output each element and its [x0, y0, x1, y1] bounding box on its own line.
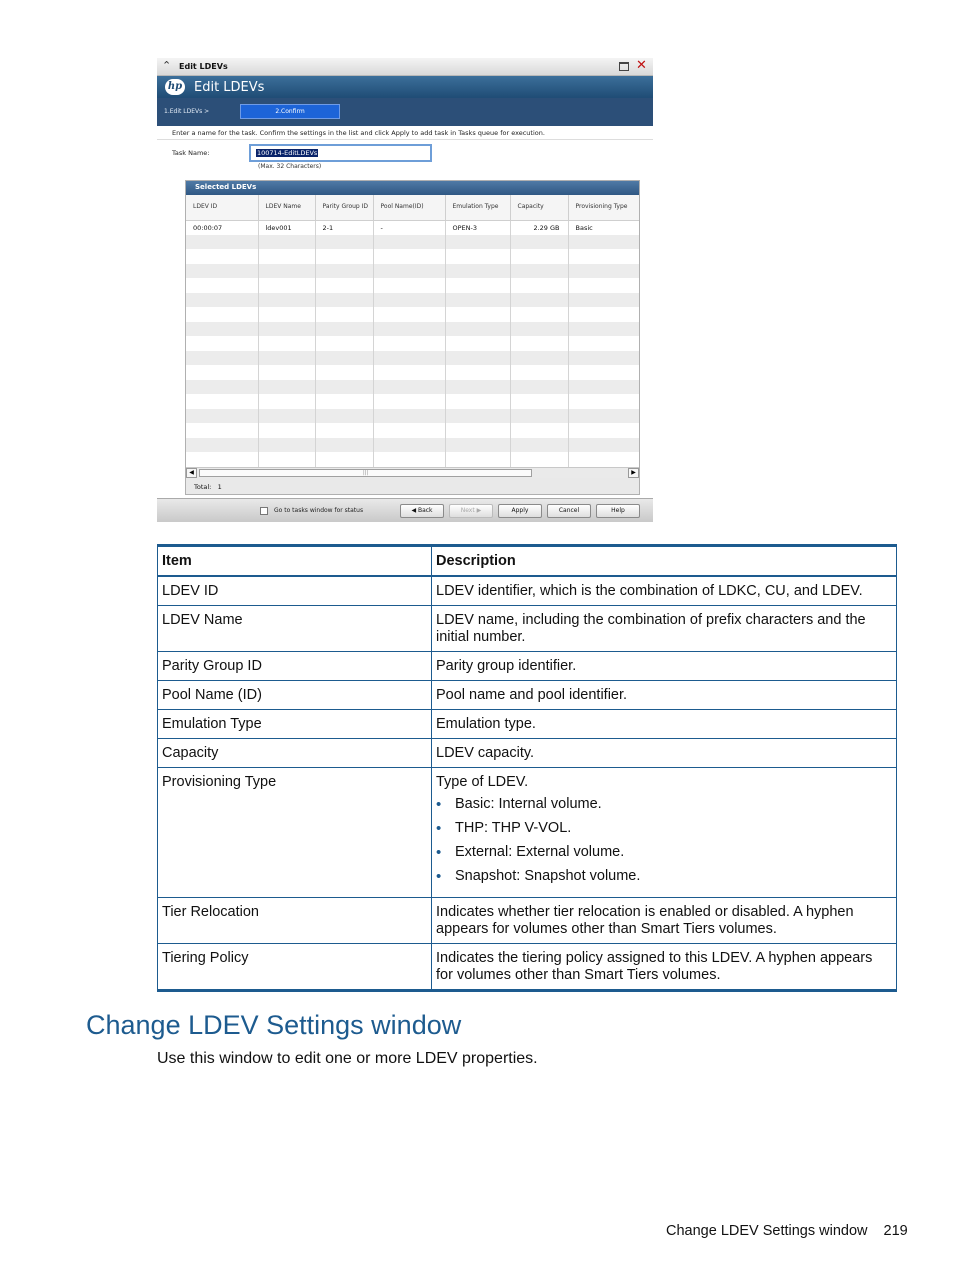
- cell-capacity: 2.29 GB: [510, 220, 568, 235]
- task-name-label: Task Name:: [172, 149, 210, 157]
- empty-cell: [315, 322, 373, 337]
- empty-cell: [373, 235, 445, 250]
- empty-cell: [510, 409, 568, 424]
- cell-ldev-name: ldev001: [258, 220, 315, 235]
- maximize-icon[interactable]: [619, 62, 629, 71]
- empty-cell: [510, 235, 568, 250]
- list-item: • THP: THP V-VOL.: [436, 820, 891, 837]
- col-pool-name[interactable]: Pool Name(ID): [373, 195, 445, 220]
- selected-ldevs-panel: [185, 180, 640, 495]
- empty-cell: [315, 235, 373, 250]
- empty-cell: [258, 278, 315, 293]
- empty-cell: [258, 235, 315, 250]
- empty-cell: [568, 307, 639, 322]
- empty-cell: [315, 423, 373, 438]
- col-ldev-id[interactable]: LDEV ID: [186, 195, 258, 220]
- empty-cell: [373, 394, 445, 409]
- col-emulation-type[interactable]: Emulation Type: [445, 195, 510, 220]
- help-button[interactable]: Help: [596, 504, 640, 518]
- window-banner: [157, 76, 653, 98]
- selected-ldevs-title: Selected LDEVs: [186, 181, 639, 195]
- empty-cell: [445, 235, 510, 250]
- row-description: Parity group identifier.: [432, 652, 897, 681]
- empty-cell: [258, 365, 315, 380]
- wizard-steps: [157, 98, 653, 126]
- empty-cell: [373, 452, 445, 467]
- selected-ldevs-table: [186, 195, 639, 467]
- empty-cell: [510, 351, 568, 366]
- empty-cell: [510, 423, 568, 438]
- empty-cell: [315, 351, 373, 366]
- header-description: Description: [432, 546, 897, 577]
- empty-row: [186, 307, 639, 322]
- empty-cell: [186, 409, 258, 424]
- provisioning-type-list: [436, 796, 891, 885]
- row-item: Emulation Type: [158, 710, 432, 739]
- empty-cell: [186, 380, 258, 395]
- empty-cell: [373, 380, 445, 395]
- page-number: 219: [883, 1223, 908, 1239]
- scroll-left-icon[interactable]: ◀: [186, 468, 197, 478]
- empty-cell: [510, 322, 568, 337]
- empty-cell: [373, 322, 445, 337]
- empty-cell: [445, 264, 510, 279]
- row-description: Indicates whether tier relocation is enabled or disabled. A hyphen appears for volumes other than Smart Tiers volumes.: [432, 898, 897, 944]
- row-item: Provisioning Type: [158, 768, 432, 898]
- empty-cell: [568, 264, 639, 279]
- edit-ldevs-window: [157, 58, 653, 522]
- apply-button[interactable]: Apply: [498, 504, 542, 518]
- row-description: Pool name and pool identifier.: [432, 681, 897, 710]
- empty-cell: [445, 438, 510, 453]
- empty-cell: [373, 307, 445, 322]
- row-description: [432, 768, 897, 898]
- empty-row: [186, 264, 639, 279]
- task-name-value: 100714-EditLDEVs: [257, 149, 318, 157]
- window-footer: [157, 498, 653, 522]
- cell-pool-name: -: [373, 220, 445, 235]
- col-capacity[interactable]: Capacity: [510, 195, 568, 220]
- empty-cell: [258, 409, 315, 424]
- cell-ldev-id: 00:00:07: [186, 220, 258, 235]
- instruction-text: Enter a name for the task. Confirm the settings in the list and click Apply to add task in Tasks queue for execution.: [157, 126, 653, 140]
- empty-cell: [186, 394, 258, 409]
- empty-cell: [315, 452, 373, 467]
- empty-cell: [510, 452, 568, 467]
- empty-cell: [568, 423, 639, 438]
- empty-cell: [186, 322, 258, 337]
- col-provisioning-type[interactable]: Provisioning Type: [568, 195, 639, 220]
- hp-logo: hp: [165, 79, 185, 95]
- next-button[interactable]: Next ▶: [449, 504, 493, 518]
- empty-row: [186, 394, 639, 409]
- empty-cell: [510, 293, 568, 308]
- section-heading: Change LDEV Settings window: [86, 1010, 462, 1040]
- back-button[interactable]: ◀ Back: [400, 504, 444, 518]
- empty-cell: [510, 394, 568, 409]
- empty-cell: [568, 394, 639, 409]
- cancel-button[interactable]: Cancel: [547, 504, 591, 518]
- empty-cell: [258, 249, 315, 264]
- empty-cell: [315, 409, 373, 424]
- empty-row: [186, 336, 639, 351]
- empty-cell: [258, 423, 315, 438]
- empty-cell: [373, 264, 445, 279]
- empty-cell: [186, 336, 258, 351]
- empty-cell: [445, 307, 510, 322]
- empty-cell: [186, 423, 258, 438]
- footer-section: Change LDEV Settings window: [666, 1223, 868, 1239]
- empty-cell: [315, 336, 373, 351]
- list-item: • External: External volume.: [436, 844, 891, 861]
- row-item: Tier Relocation: [158, 898, 432, 944]
- empty-cell: [373, 336, 445, 351]
- empty-row: [186, 423, 639, 438]
- empty-cell: [373, 351, 445, 366]
- empty-row: [186, 409, 639, 424]
- empty-cell: [258, 351, 315, 366]
- empty-cell: [510, 249, 568, 264]
- empty-cell: [186, 452, 258, 467]
- empty-cell: [373, 423, 445, 438]
- empty-cell: [186, 307, 258, 322]
- cell-parity-group-id: 2-1: [315, 220, 373, 235]
- step-edit-ldevs[interactable]: 1.Edit LDEVs >: [164, 108, 210, 115]
- empty-row: [186, 278, 639, 293]
- empty-cell: [568, 293, 639, 308]
- empty-row: [186, 438, 639, 453]
- empty-cell: [445, 452, 510, 467]
- table-row: [158, 652, 897, 681]
- empty-cell: [510, 365, 568, 380]
- empty-cell: [258, 438, 315, 453]
- cell-emulation-type: OPEN-3: [445, 220, 510, 235]
- total-count: [186, 478, 639, 495]
- empty-cell: [568, 409, 639, 424]
- empty-cell: [258, 452, 315, 467]
- table-row: [158, 898, 897, 944]
- empty-row: [186, 351, 639, 366]
- empty-cell: [315, 264, 373, 279]
- empty-cell: [568, 351, 639, 366]
- window-titlebar: [157, 58, 653, 76]
- row-description: LDEV name, including the combination of prefix characters and the initial number.: [432, 606, 897, 652]
- empty-cell: [445, 293, 510, 308]
- banner-title: Edit LDEVs: [194, 80, 265, 95]
- empty-cell: [258, 307, 315, 322]
- table-row: [158, 768, 897, 898]
- empty-cell: [568, 249, 639, 264]
- cell-provisioning-type: Basic: [568, 220, 639, 235]
- empty-cell: [510, 307, 568, 322]
- row-description: LDEV capacity.: [432, 739, 897, 768]
- task-name-input[interactable]: [249, 144, 432, 162]
- empty-cell: [315, 249, 373, 264]
- row-item: LDEV Name: [158, 606, 432, 652]
- empty-cell: [373, 278, 445, 293]
- table-row: [158, 606, 897, 652]
- collapse-icon[interactable]: ⌃: [162, 59, 172, 72]
- col-parity-group-id[interactable]: Parity Group ID: [315, 195, 373, 220]
- empty-cell: [186, 264, 258, 279]
- empty-cell: [445, 409, 510, 424]
- list-item: • Basic: Internal volume.: [436, 796, 891, 813]
- window-title: Edit LDEVs: [179, 62, 228, 71]
- item-description-table: [157, 544, 897, 992]
- empty-cell: [186, 351, 258, 366]
- empty-cell: [315, 278, 373, 293]
- table-row: [158, 944, 897, 991]
- empty-cell: [315, 293, 373, 308]
- empty-row: [186, 365, 639, 380]
- empty-cell: [373, 438, 445, 453]
- empty-row: [186, 235, 639, 250]
- empty-cell: [258, 394, 315, 409]
- intro-paragraph: Use this window to edit one or more LDEV properties.: [157, 1050, 538, 1067]
- row-item: LDEV ID: [158, 576, 432, 606]
- row-item: Tiering Policy: [158, 944, 432, 991]
- empty-cell: [373, 249, 445, 264]
- row-item: Pool Name (ID): [158, 681, 432, 710]
- total-value: 1: [217, 483, 222, 491]
- empty-cell: [315, 394, 373, 409]
- close-icon[interactable]: ✕: [636, 58, 647, 73]
- empty-cell: [258, 322, 315, 337]
- list-item: • Snapshot: Snapshot volume.: [436, 868, 891, 885]
- empty-row: [186, 452, 639, 467]
- empty-cell: [568, 235, 639, 250]
- empty-cell: [258, 293, 315, 308]
- row-description: LDEV identifier, which is the combination of LDKC, CU, and LDEV.: [432, 576, 897, 606]
- empty-cell: [373, 365, 445, 380]
- empty-row: [186, 293, 639, 308]
- empty-cell: [510, 380, 568, 395]
- col-ldev-name[interactable]: LDEV Name: [258, 195, 315, 220]
- empty-cell: [315, 380, 373, 395]
- header-item: Item: [158, 546, 432, 577]
- empty-cell: [315, 438, 373, 453]
- step-confirm[interactable]: 2.Confirm: [240, 104, 340, 119]
- page-footer: [666, 1223, 908, 1239]
- table-row: [158, 576, 897, 606]
- empty-cell: [568, 336, 639, 351]
- empty-cell: [445, 380, 510, 395]
- empty-cell: [186, 365, 258, 380]
- empty-cell: [445, 336, 510, 351]
- empty-cell: [186, 278, 258, 293]
- scroll-thumb[interactable]: |||: [199, 469, 532, 477]
- empty-cell: [315, 365, 373, 380]
- empty-cell: [373, 293, 445, 308]
- row-item: Parity Group ID: [158, 652, 432, 681]
- empty-cell: [445, 423, 510, 438]
- row-description: Indicates the tiering policy assigned to this LDEV. A hyphen appears for volumes other than Smart Tiers volumes.: [432, 944, 897, 991]
- table-row: [158, 739, 897, 768]
- table-row[interactable]: [186, 220, 639, 235]
- go-to-tasks-checkbox[interactable]: [260, 507, 268, 515]
- row-description-text: Type of LDEV.: [436, 774, 529, 790]
- empty-cell: [445, 365, 510, 380]
- empty-cell: [510, 336, 568, 351]
- empty-cell: [186, 249, 258, 264]
- table-row: [158, 681, 897, 710]
- empty-cell: [186, 438, 258, 453]
- empty-cell: [258, 264, 315, 279]
- empty-cell: [510, 278, 568, 293]
- row-description: Emulation type.: [432, 710, 897, 739]
- table-row: [158, 710, 897, 739]
- horizontal-scrollbar[interactable]: [186, 467, 639, 478]
- empty-cell: [445, 278, 510, 293]
- empty-cell: [568, 365, 639, 380]
- empty-cell: [445, 322, 510, 337]
- total-label: Total:: [194, 483, 212, 491]
- go-to-tasks-label: Go to tasks window for status: [274, 507, 364, 514]
- empty-cell: [445, 249, 510, 264]
- empty-cell: [186, 293, 258, 308]
- empty-cell: [510, 438, 568, 453]
- empty-row: [186, 249, 639, 264]
- empty-cell: [568, 438, 639, 453]
- empty-cell: [258, 336, 315, 351]
- empty-cell: [186, 235, 258, 250]
- empty-row: [186, 380, 639, 395]
- empty-cell: [568, 452, 639, 467]
- scroll-right-icon[interactable]: ▶: [628, 468, 639, 478]
- empty-cell: [373, 409, 445, 424]
- empty-cell: [445, 351, 510, 366]
- empty-cell: [258, 380, 315, 395]
- empty-cell: [445, 394, 510, 409]
- empty-row: [186, 322, 639, 337]
- empty-cell: [568, 380, 639, 395]
- empty-cell: [510, 264, 568, 279]
- empty-cell: [315, 307, 373, 322]
- row-item: Capacity: [158, 739, 432, 768]
- empty-cell: [568, 278, 639, 293]
- empty-cell: [568, 322, 639, 337]
- max-chars-hint: (Max. 32 Characters): [258, 163, 322, 170]
